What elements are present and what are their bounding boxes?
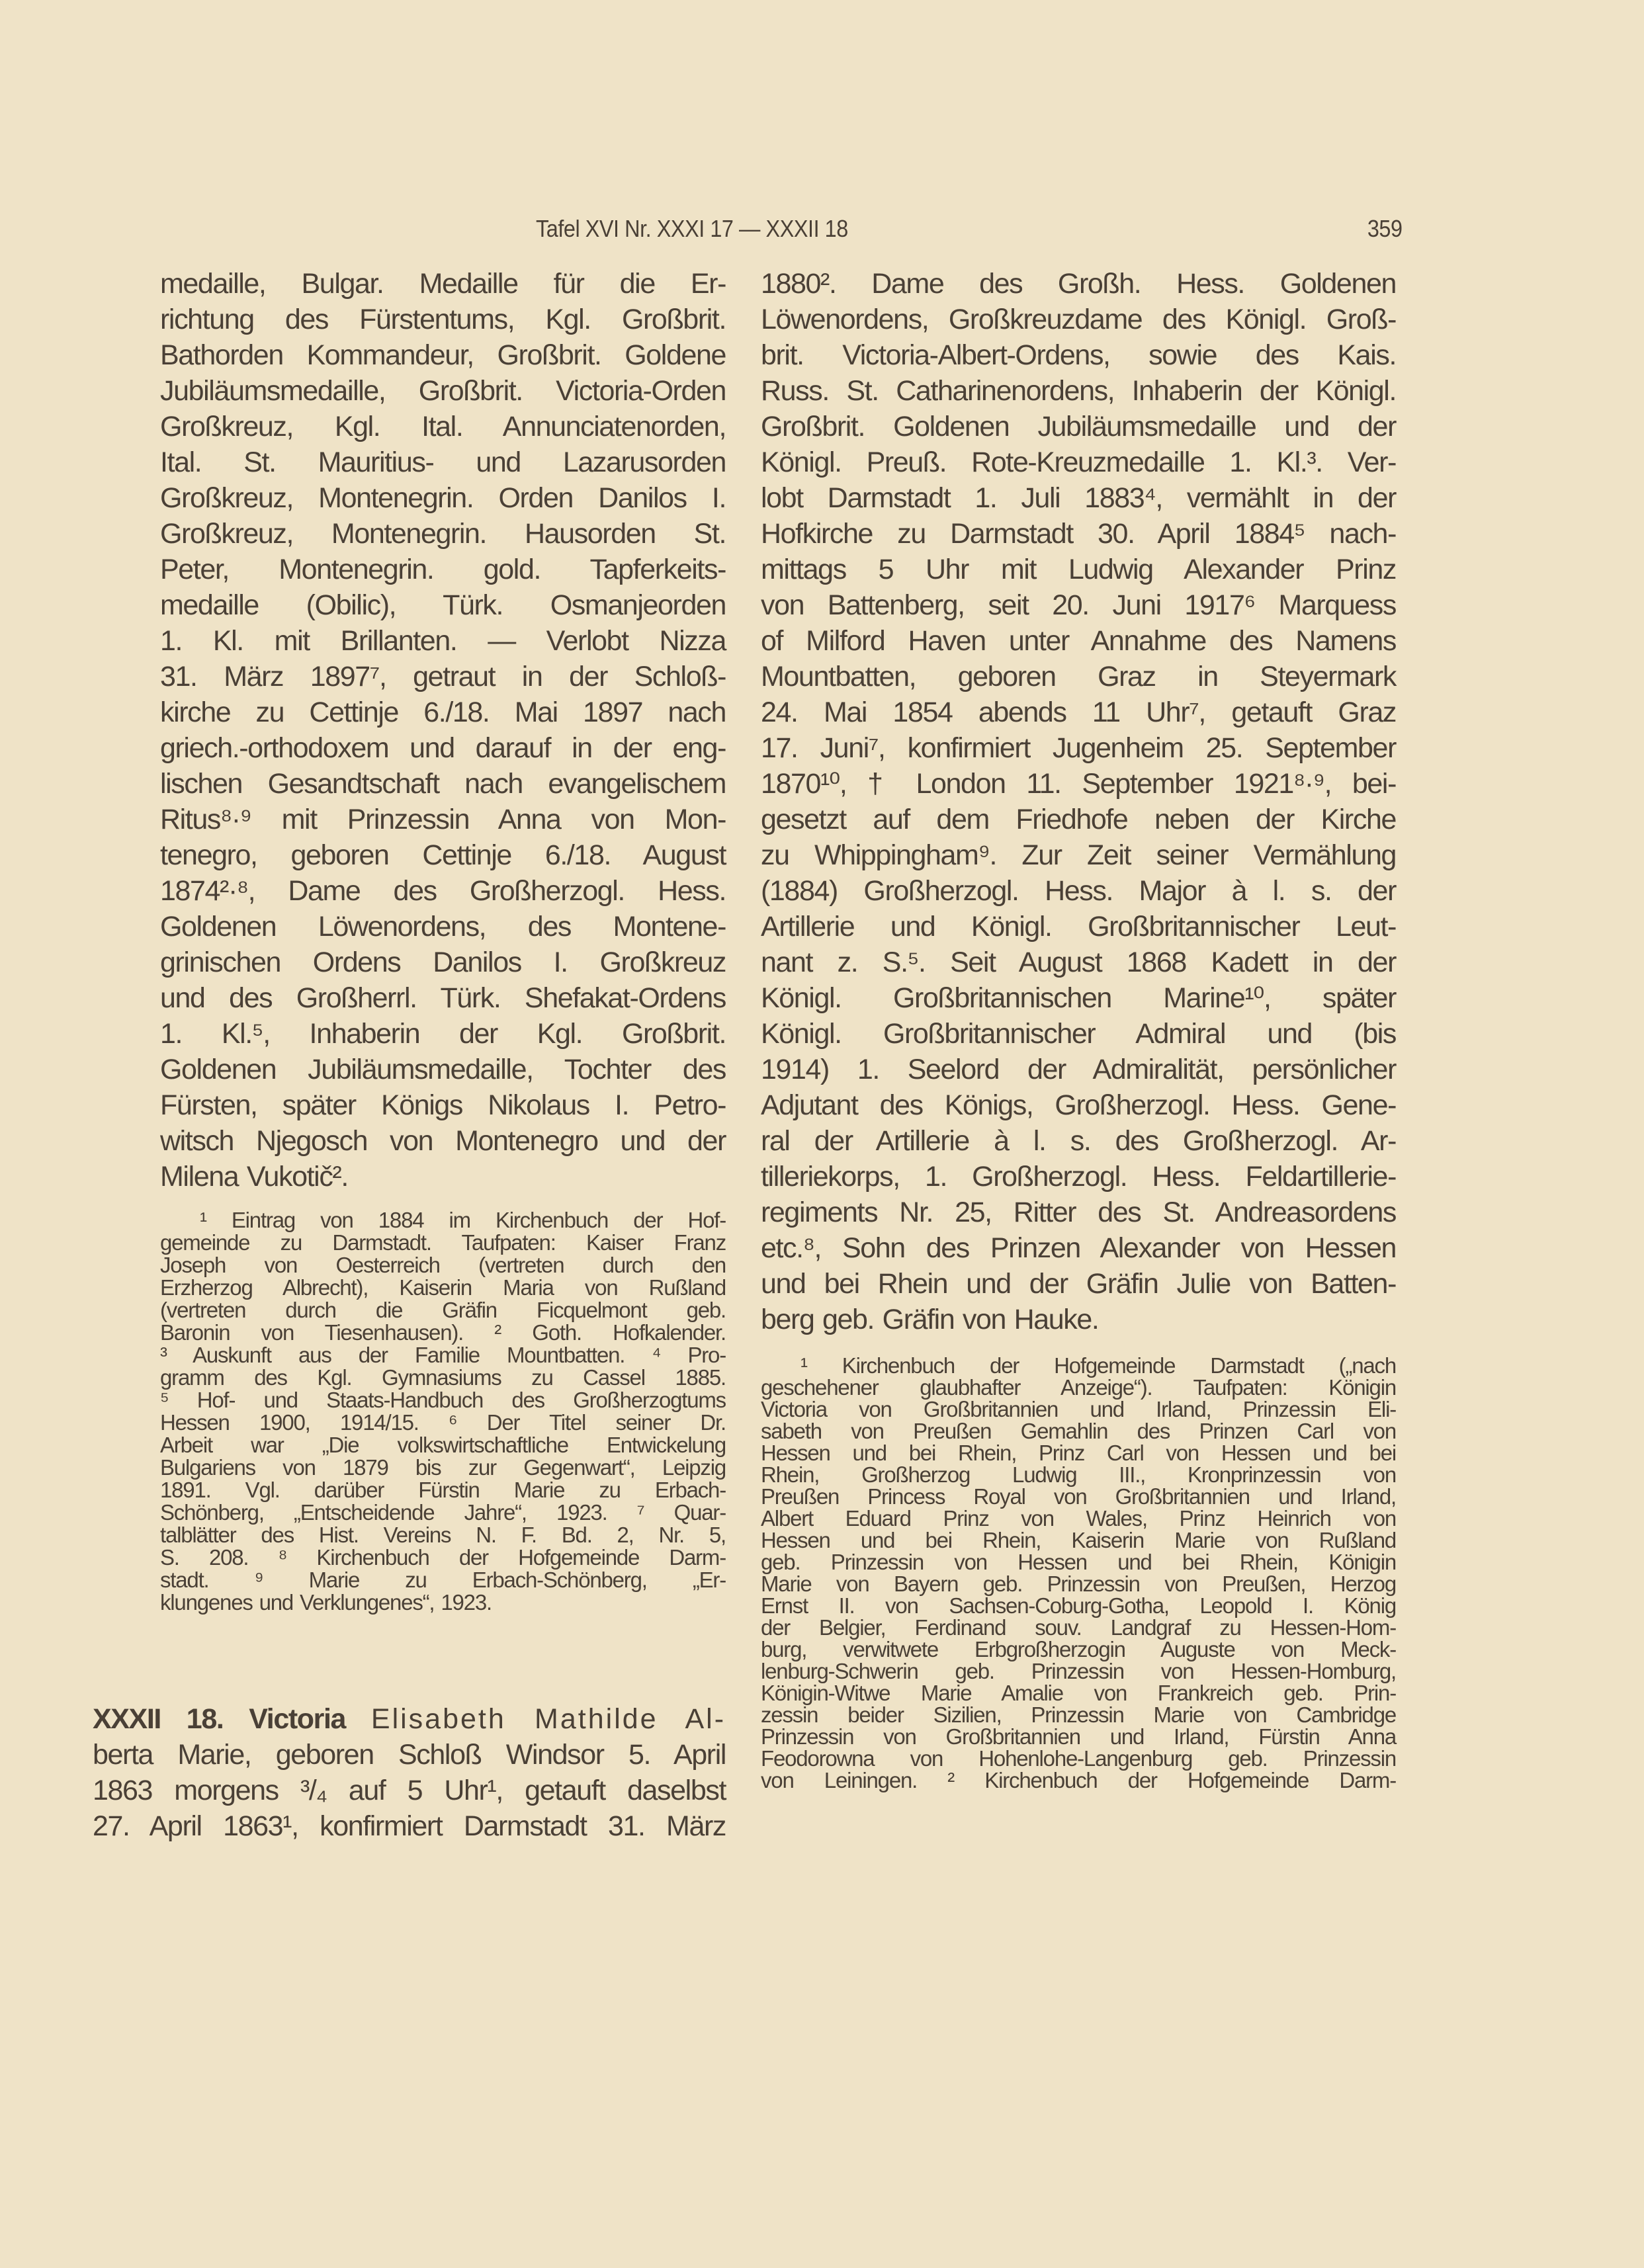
text-line: kirche zu Cettinje 6./18. Mai 1897 nach [160, 696, 726, 728]
footnote-line: Hessen 1900, 1914/15. ⁶ Der Titel seiner Dr. [160, 1410, 726, 1435]
text-line: 1. Kl.⁵, Inhaberin der Kgl. Großbrit. [160, 1018, 726, 1050]
text-line: Artillerie und Königl. Großbritannischer Leut- [761, 911, 1396, 943]
footnote-line: Rhein, Großherzog Ludwig III., Kronprinzessin von [761, 1462, 1396, 1487]
text-line: Großkreuz, Kgl. Ital. Annunciatenorden, [160, 411, 726, 442]
text-line: lobt Darmstadt 1. Juli 1883⁴, vermählt in der [761, 482, 1396, 514]
footnote-line: burg, verwitwete Erbgroßherzogin Auguste von Meck- [761, 1637, 1396, 1661]
text-line: griech.-orthodoxem und darauf in der eng- [160, 732, 726, 764]
footnote-line: Albert Eduard Prinz von Wales, Prinz Heinrich von [761, 1506, 1396, 1531]
text-line: medaille (Obilic), Türk. Osmanjeorden [160, 589, 726, 621]
footnote-line: Erzherzog Albrecht), Kaiserin Maria von Rußland [160, 1275, 726, 1300]
footnote-line: zessin beider Sizilien, Prinzessin Marie von Cambridge [761, 1702, 1396, 1727]
footnote-line: Marie von Bayern geb. Prinzessin von Preußen, Herzog [761, 1572, 1396, 1596]
text-line: of Milford Haven unter Annahme des Namens [761, 625, 1396, 657]
text-line: 1880². Dame des Großh. Hess. Goldenen [761, 268, 1396, 300]
text-line: Peter, Montenegrin. gold. Tapferkeits- [160, 554, 726, 585]
footnote-line: talblätter des Hist. Vereins N. F. Bd. 2, Nr. 5, [160, 1523, 726, 1547]
footnote-line: Victoria von Großbritannien und Irland, Prinzessin Eli- [761, 1397, 1396, 1421]
text-line: 1874²·⁸, Dame des Großherzogl. Hess. [160, 875, 726, 907]
footnote-line: Preußen Princess Royal von Großbritannien und Irland, [761, 1484, 1396, 1509]
text-line: Ritus⁸·⁹ mit Prinzessin Anna von Mon- [160, 804, 726, 835]
text-line: 24. Mai 1854 abends 11 Uhr⁷, getauft Graz [761, 696, 1396, 728]
footnote-line: 1891. Vgl. darüber Fürstin Marie zu Erbach- [160, 1478, 726, 1502]
text-line: Goldenen Jubiläumsmedaille, Tochter des [160, 1054, 726, 1085]
text-line: Russ. St. Catharinenordens, Inhaberin der Königl. [761, 375, 1396, 407]
footnote-line: Hessen und bei Rhein, Kaiserin Marie von Rußland [761, 1528, 1396, 1552]
text-line: medaille, Bulgar. Medaille für die Er- [160, 268, 726, 300]
text-line: Jubiläumsmedaille, Großbrit. Victoria-Orden [160, 375, 726, 407]
footnote-line: von Leiningen. ² Kirchenbuch der Hofgemeinde Darm- [761, 1768, 1396, 1792]
text-line: nant z. S.⁵. Seit August 1868 Kadett in der [761, 946, 1396, 978]
text-line: regiments Nr. 25, Ritter des St. Andreasordens [761, 1197, 1396, 1228]
footnote-line: Ernst II. von Sachsen-Coburg-Gotha, Leopold I. König [761, 1593, 1396, 1618]
text-line: gesetzt auf dem Friedhofe neben der Kirche [761, 804, 1396, 835]
entry-name-rest: Elisabeth Mathilde Al- [370, 1703, 726, 1735]
footnote-line: Hessen und bei Rhein, Prinz Carl von Hessen und bei [761, 1441, 1396, 1465]
text-line: Fürsten, später Königs Nikolaus I. Petro- [160, 1089, 726, 1121]
text-line: Milena Vukotič². [160, 1161, 348, 1193]
footnote-line: stadt. ⁹ Marie zu Erbach-Schönberg, „Er- [160, 1568, 726, 1592]
text-line: und bei Rhein und der Gräfin Julie von Batten- [761, 1268, 1396, 1300]
footnote-line: Baronin von Tiesenhausen). ² Goth. Hofkalender. [160, 1320, 726, 1345]
text-line: mittags 5 Uhr mit Ludwig Alexander Prinz [761, 554, 1396, 585]
footnote-line: gemeinde zu Darmstadt. Taufpaten: Kaiser Franz [160, 1230, 726, 1255]
footnote-line: Arbeit war „Die volkswirtschaftliche Entwickelung [160, 1433, 726, 1457]
text-line: Großkreuz, Montenegrin. Hausorden St. [160, 518, 726, 550]
footnote-line: Prinzessin von Großbritannien und Irland, Fürstin Anna [761, 1724, 1396, 1749]
running-head [536, 215, 1403, 248]
text-line: 31. März 1897⁷, getraut in der Schloß- [160, 661, 726, 693]
footnote-line: Schönberg, „Entscheidende Jahre“, 1923. ⁷ Quar- [160, 1500, 726, 1525]
text-line: Hofkirche zu Darmstadt 30. April 1884⁵ nach- [761, 518, 1396, 550]
text-line: grinischen Ordens Danilos I. Großkreuz [160, 946, 726, 978]
text-line: zu Whippingham⁹. Zur Zeit seiner Vermählung [761, 839, 1396, 871]
text-line: und des Großherrl. Türk. Shefakat-Ordens [160, 982, 726, 1014]
footnote-line: der Belgier, Ferdinand souv. Landgraf zu Hessen-Hom- [761, 1615, 1396, 1640]
text-line: Ital. St. Mauritius- und Lazarusorden [160, 446, 726, 478]
footnote-line: gramm des Kgl. Gymnasiums zu Cassel 1885. [160, 1365, 726, 1390]
text-line: Königl. Preuß. Rote-Kreuzmedaille 1. Kl.³. Ver- [761, 446, 1396, 478]
footnote-line: Bulgariens von 1879 bis zur Gegenwart“, Leipzig [160, 1455, 726, 1480]
text-line: 1870¹⁰, † London 11. September 1921⁸·⁹, bei- [761, 768, 1396, 800]
footnote-line: lenburg-Schwerin geb. Prinzessin von Hessen-Homburg, [761, 1659, 1396, 1683]
text-line: 1863 morgens ³/₄ auf 5 Uhr¹, getauft daselbst [93, 1775, 726, 1806]
text-line: Bathorden Kommandeur, Großbrit. Goldene [160, 339, 726, 371]
text-line: lischen Gesandtschaft nach evangelischem [160, 768, 726, 800]
text-line: Goldenen Löwenordens, des Montene- [160, 911, 726, 943]
footnote-line: ¹ Eintrag von 1884 im Kirchenbuch der Hof- [200, 1208, 726, 1232]
footnote-line: Joseph von Oesterreich (vertreten durch den [160, 1253, 726, 1277]
footnote-line: (vertreten durch die Gräfin Ficquelmont geb. [160, 1298, 726, 1322]
text-line: Königl. Großbritannischer Admiral und (bis [761, 1018, 1396, 1050]
footnote-line: geschehener glaubhafter Anzeige“). Taufpaten: Königin [761, 1375, 1396, 1400]
text-line: 1914) 1. Seelord der Admiralität, persönlicher [761, 1054, 1396, 1085]
footnote-line: ¹ Kirchenbuch der Hofgemeinde Darmstadt („nach [800, 1353, 1396, 1378]
text-line: berta Marie, geboren Schloß Windsor 5. April [93, 1739, 726, 1771]
footnote-line: sabeth von Preußen Gemahlin des Prinzen Carl von [761, 1419, 1396, 1443]
text-line: witsch Njegosch von Montenegro und der [160, 1125, 726, 1157]
text-line: etc.⁸, Sohn des Prinzen Alexander von Hessen [761, 1232, 1396, 1264]
running-head-title: Tafel XVI Nr. XXXI 17 — XXXII 18 [536, 215, 848, 242]
entry-number: XXXII 18. [93, 1703, 224, 1735]
text-line: 1. Kl. mit Brillanten. — Verlobt Nizza [160, 625, 726, 657]
text-line: Mountbatten, geboren Graz in Steyermark [761, 661, 1396, 693]
text-line: tilleriekorps, 1. Großherzogl. Hess. Feldartillerie- [761, 1161, 1396, 1193]
text-line: Königl. Großbritannischen Marine¹⁰, später [761, 982, 1396, 1014]
footnote-line: klungenes und Verklungenes“, 1923. [160, 1590, 492, 1615]
entry-first-name: Victoria [249, 1703, 346, 1735]
footnote-line: ³ Auskunft aus der Familie Mountbatten. ⁴ Pro- [160, 1343, 726, 1367]
text-line: Löwenordens, Großkreuzdame des Königl. Groß- [761, 304, 1396, 335]
text-line: ral der Artillerie à l. s. des Großherzogl. Ar- [761, 1125, 1396, 1157]
text-line: (1884) Großherzogl. Hess. Major à l. s. der [761, 875, 1396, 907]
text-line: Großkreuz, Montenegrin. Orden Danilos I. [160, 482, 726, 514]
page-number: 359 [1367, 215, 1403, 242]
footnote-line: ⁵ Hof- und Staats-Handbuch des Großherzogtums [160, 1388, 726, 1412]
footnote-line: S. 208. ⁸ Kirchenbuch der Hofgemeinde Darm- [160, 1545, 726, 1570]
text-line: tenegro, geboren Cettinje 6./18. August [160, 839, 726, 871]
text-line: 27. April 1863¹, konfirmiert Darmstadt 31. März [93, 1810, 726, 1842]
text-line: 17. Juni⁷, konfirmiert Jugenheim 25. September [761, 732, 1396, 764]
text-line: richtung des Fürstentums, Kgl. Großbrit. [160, 304, 726, 335]
text-line: brit. Victoria-Albert-Ordens, sowie des Kais. [761, 339, 1396, 371]
footnote-line: Feodorowna von Hohenlohe-Langenburg geb. Prinzessin [761, 1746, 1396, 1771]
entry-heading-line [93, 1701, 726, 1737]
text-line: berg geb. Gräfin von Hauke. [761, 1304, 1099, 1335]
text-line: Großbrit. Goldenen Jubiläumsmedaille und der [761, 411, 1396, 442]
text-line: Adjutant des Königs, Großherzogl. Hess. Gene- [761, 1089, 1396, 1121]
footnote-line: Königin-Witwe Marie Amalie von Frankreich geb. Prin- [761, 1681, 1396, 1705]
text-line: von Battenberg, seit 20. Juni 1917⁶ Marquess [761, 589, 1396, 621]
footnote-line: geb. Prinzessin von Hessen und bei Rhein, Königin [761, 1550, 1396, 1574]
